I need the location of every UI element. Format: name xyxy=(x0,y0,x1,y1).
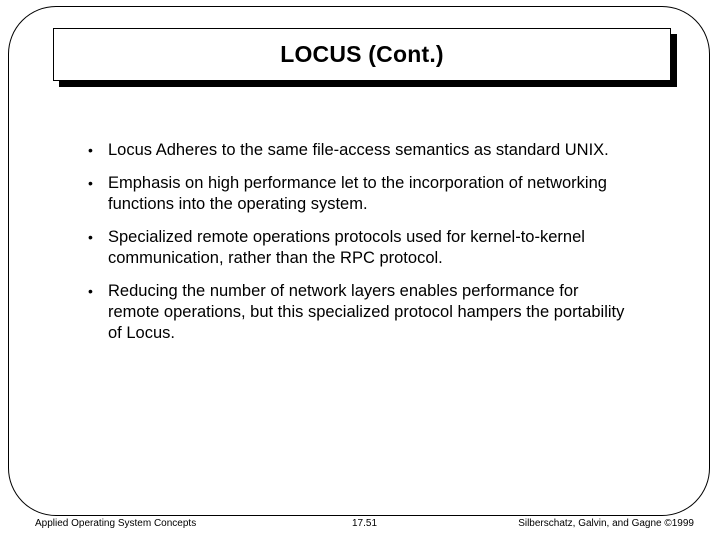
bullet-item xyxy=(88,227,628,269)
bullet-icon: • xyxy=(88,229,93,245)
bullet-text: Locus Adheres to the same file-access semantics as standard UNIX. xyxy=(108,141,609,159)
footer-copyright: Silberschatz, Galvin, and Gagne ©1999 xyxy=(518,518,694,529)
bullet-text: Emphasis on high performance let to the incorporation of networking functions into the operating system. xyxy=(108,174,607,213)
bullet-icon: • xyxy=(88,283,93,299)
bullet-item xyxy=(88,173,628,215)
bullet-item xyxy=(88,281,628,344)
bullet-icon: • xyxy=(88,175,93,191)
bullet-icon: • xyxy=(88,142,93,158)
bullet-item xyxy=(88,140,628,161)
bullet-list xyxy=(88,140,628,356)
footer-book-title: Applied Operating System Concepts xyxy=(35,518,197,529)
bullet-text: Specialized remote operations protocols used for kernel-to-kernel communication, rather than the RPC protocol. xyxy=(108,228,585,267)
footer-page-number: 17.51 xyxy=(352,518,378,529)
title-box xyxy=(53,28,671,81)
bullet-text: Reducing the number of network layers enables performance for remote operations, but this specialized protocol hampers the portability of Locus. xyxy=(108,282,625,342)
slide-title: LOCUS (Cont.) xyxy=(280,41,444,67)
